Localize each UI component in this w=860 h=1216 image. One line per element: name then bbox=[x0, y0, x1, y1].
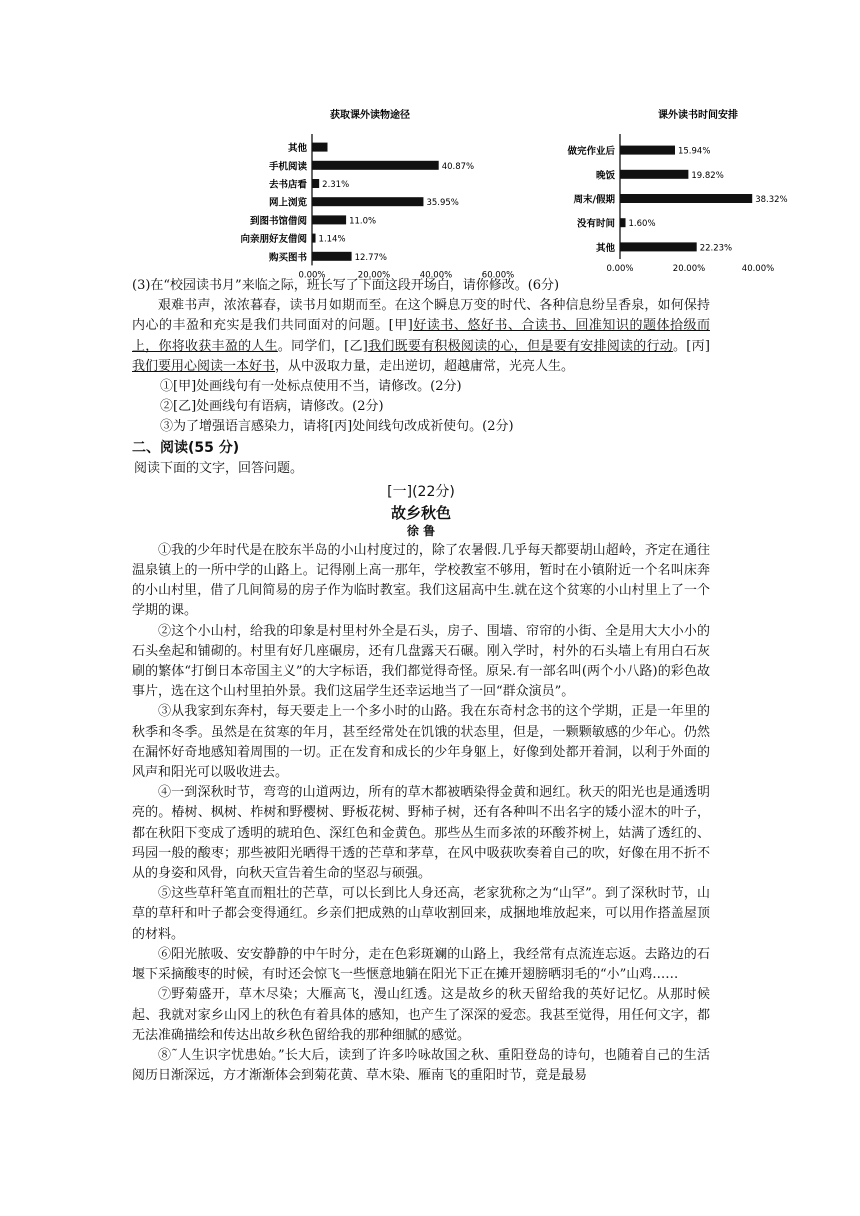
bar bbox=[620, 242, 697, 251]
paragraph-6: ⑥阳光脓吸、安安静静的中午时分，走在色彩斑斓的山路上，我经常有点流连忘返。去路边的石堰下采摘酸枣的时候，有时还会惊飞一些惬意地躺在阳光下正在摊开翅膀晒羽毛的“小”山鸡…… bbox=[132, 946, 710, 983]
bar bbox=[312, 179, 319, 188]
category-label: 到图书馆借阅 bbox=[249, 215, 307, 227]
article-author: 徐 鲁 bbox=[406, 523, 436, 538]
paragraph-1: ①我的少年时代是在胶东半岛的小山村度过的，除了农暑假.几乎每天都要胡山超岭，齐定在通往温泉镇上的一所中学的山路上。记得刚上高一那年，学校教室不够用，暂时在小镇附近一个名叫床奔的小山村里，借了几间简易的房子作为临时教室。我们这届高中生.就在这个贫寒的小山村里上了一个学期的课。 bbox=[132, 542, 710, 619]
data-label: 12.77% bbox=[354, 252, 388, 263]
bar bbox=[620, 218, 626, 227]
paragraph-3: ③从我家到东奔村，每天要走上一个多小时的山路。我在东奇村念书的这个学期，正是一年里的秋季和冬季。虽然是在贫寒的年月，甚至经常处在饥饿的状态里，但是，一颗颗敏感的少年心。仍然在漏怀好奇地感知着周围的一切。正在发育和成长的少年身躯上，好像到处都开着洞，以利于外面的风声和阳光可以吸收进去。 bbox=[132, 704, 710, 781]
bar bbox=[620, 146, 675, 155]
part-number: [一](22分) bbox=[387, 483, 455, 500]
paragraph-8: ⑧˜人生识字忧患始。”长大后，读到了许多吟咏故国之秋、重阳登岛的诗句，也随着自己的生活阅历日渐深远，方才渐渐体会到菊花黄、草木染、雁南飞的重阳时节，竟是最易 bbox=[132, 1047, 710, 1084]
category-label: 没有时间 bbox=[576, 218, 615, 230]
x-tick-label: 40.00% bbox=[741, 264, 775, 274]
category-label: 其他 bbox=[287, 143, 307, 155]
data-label: 38.32% bbox=[755, 195, 788, 205]
bar bbox=[312, 197, 423, 206]
category-label: 购买图书 bbox=[268, 252, 307, 264]
underline-yi: 我们既要有积极阅读的心，但是要有安排阅读的行动 bbox=[367, 338, 674, 354]
underline-jia: 好读书、悠好书、合读书、回准知识的题体拾级而上，你将收获丰盈的人生 bbox=[132, 318, 710, 354]
sub-question-3: ③为了增强语言感染力，请将[丙]处间线句改成祈使句。(2分) bbox=[160, 419, 514, 435]
category-label: 周末/假期 bbox=[573, 194, 615, 206]
data-label: 2.31% bbox=[322, 180, 350, 190]
x-tick-label: 60.00% bbox=[481, 270, 515, 278]
category-label: 其他 bbox=[595, 242, 615, 254]
data-label: 11.0% bbox=[349, 216, 377, 227]
bar bbox=[312, 252, 352, 261]
paragraph-7: ⑦野菊盛开，草木尽染；大雁高飞，漫山红透。这是故乡的秋天留给我的英好记忆。从那时候起、我就对家乡山冈上的秋色有着具体的感知，也产生了深深的爱恋。我甚至觉得，用任何文字，都无法准确描绘和传达出故乡秋色留给我的那种细腻的感觉。 bbox=[132, 987, 710, 1043]
exam-text bbox=[132, 276, 710, 1086]
data-label: 40.87% bbox=[441, 161, 475, 172]
category-label: 去书店看 bbox=[268, 179, 307, 191]
category-label: 网上浏览 bbox=[268, 197, 307, 209]
data-label: 1.60% bbox=[628, 219, 656, 230]
bar bbox=[312, 234, 316, 243]
question-3-prompt: (3)在“校园读书月”来临之际，班长写了下面这段开场白，请你修改。(6分) bbox=[132, 278, 560, 293]
category-label: 向亲朋好友借阅 bbox=[240, 234, 307, 246]
x-tick-label: 40.00% bbox=[419, 270, 453, 278]
bar bbox=[312, 161, 439, 170]
reading-channels-chart bbox=[200, 96, 530, 278]
data-label: 15.94% bbox=[677, 146, 711, 157]
paragraph-5: ⑤这些草秆笔直而粗壮的芒草，可以长到比人身还高，老家犹称之为“山罕”。到了深秋时节，山草的草秆和叶子都会变得通红。乡亲们把成熟的山草收割回来，成捆地堆放起来，可以用作搭盖屋顶的材料。 bbox=[132, 886, 710, 942]
x-tick-label: 20.00% bbox=[357, 270, 391, 278]
category-label: 晚饭 bbox=[595, 170, 615, 182]
data-label: 1.14% bbox=[318, 234, 346, 245]
section-heading: 二、阅读(55 分) bbox=[132, 439, 240, 456]
chart-title: 获取课外读物途径 bbox=[330, 110, 410, 121]
data-label: 19.82% bbox=[691, 170, 724, 181]
data-label: 35.95% bbox=[426, 198, 459, 209]
paragraph-4: ④一到深秋时节，弯弯的山道两边，所有的草木都被晒染得金黄和迥红。秋天的阳光也是通透明亮的。椿树、枫树、柞树和野樱树、野板花树、野柿子树，还有各种叫不出名字的矮小涩木的叶子，都在秋阳下变成了透明的琥珀色、深红色和金黄色。那些丛生而多浓的环酸芥树上，姑满了透红的、玛园一般的酸枣；那些被阳光晒得干透的芒草和茅草，在风中吸荻吹奏着自己的吹，好像在用不折不从的身姿和风骨，向秋天宣告着生命的坚忍与硕强。 bbox=[132, 785, 710, 882]
x-tick-label: 0.00% bbox=[298, 270, 326, 278]
x-tick-label: 0.00% bbox=[606, 264, 634, 274]
sub-question-1: ①[甲]处画线句有一处标点使用不当，请修改。(2分) bbox=[160, 379, 462, 395]
charts-area bbox=[0, 96, 860, 278]
x-tick-label: 20.00% bbox=[672, 264, 706, 274]
paragraph-2: ②这个小山村，给我的印象是村里村外全是石头，房子、围墙、帘帘的小街、全是用大大小小的石头垒起和铺砌的。村里有好几座碾房，还有几盘露天石碾。刚入学时，村外的石头墙上有用白石灰刷的繁体“打倒日本帝国主义”的大字标语，我们都觉得奇怪。原呆.有一部名叫(两个小八路)的彩色故事片，选在这个山村里拍外景。我们这届学生还幸运地当了一回“群众演员”。 bbox=[132, 623, 710, 700]
sub-question-2: ②[乙]处画线句有语病，请修改。(2分) bbox=[160, 399, 384, 415]
section-intro: 阅读下面的文字，回答问题。 bbox=[134, 460, 304, 476]
underline-bing: 我们要用心阅读一本好书 bbox=[132, 358, 276, 374]
article-title: 故乡秋色 bbox=[390, 503, 451, 522]
bar bbox=[312, 215, 346, 224]
bar bbox=[620, 194, 752, 203]
reading-time-chart bbox=[558, 96, 788, 278]
chart-title: 课外读书时间安排 bbox=[658, 110, 738, 121]
bar bbox=[620, 170, 688, 179]
bar bbox=[312, 143, 328, 152]
category-label: 做完作业后 bbox=[567, 146, 615, 158]
data-label: 22.23% bbox=[699, 243, 733, 254]
category-label: 手机阅读 bbox=[268, 161, 307, 173]
opening-speech: 艰难书声，浓浓暮春，读书月如期而至。在这个瞬息万变的时代、各种信息纷呈香泉，如何保持内心的丰盈和充实是我们共同面对的问题。[甲]好读书、悠好书、合读书、回准知识的题体拾级而上，你将收获丰盈的人生。同学们，[乙]我们既要有积极阅读的心，但是要有安排阅读的行动。[丙]我们要用心阅读一本好书，从中汲取力量，走出逆切，超越庸常，光亮人生。 bbox=[132, 298, 710, 374]
